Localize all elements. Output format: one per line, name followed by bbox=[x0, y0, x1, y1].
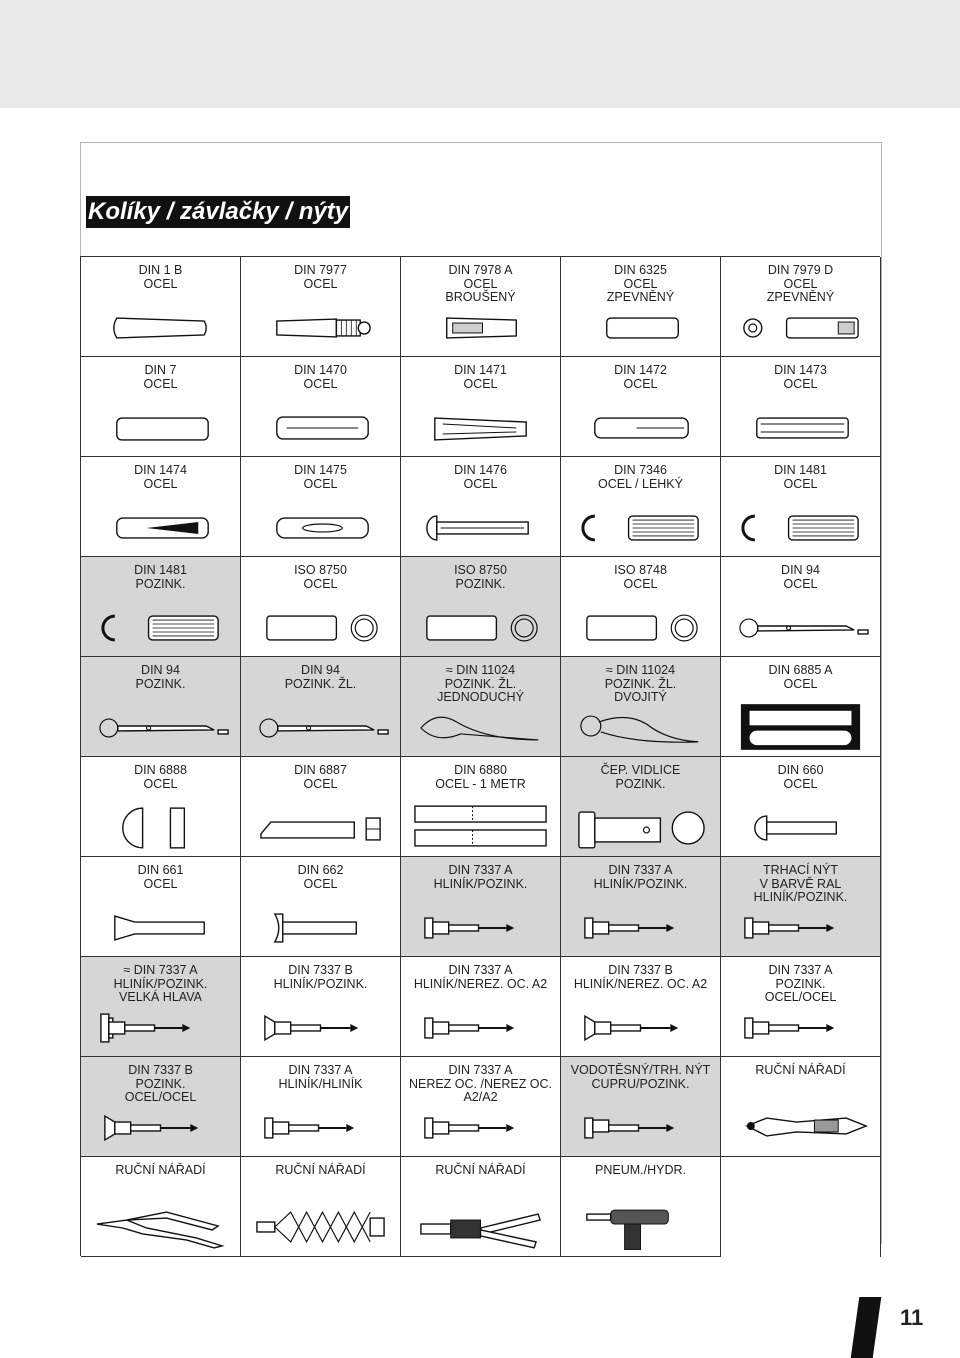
product-label bbox=[725, 364, 876, 391]
cotter-pin-icon bbox=[87, 704, 234, 750]
hand-riveter-pliers-icon bbox=[87, 1204, 234, 1250]
product-cell bbox=[401, 257, 561, 357]
product-label bbox=[725, 664, 876, 691]
product-cell bbox=[561, 857, 721, 957]
product-label bbox=[85, 864, 236, 891]
grooved-stud-icon bbox=[407, 504, 554, 550]
product-label-line: DIN 1474 bbox=[134, 463, 187, 477]
product-cell bbox=[561, 657, 721, 757]
product-label bbox=[85, 564, 236, 591]
product-label-line: CUPRU/POZINK. bbox=[591, 1076, 690, 1091]
product-cell bbox=[241, 1157, 401, 1257]
coiled-pin-icon bbox=[247, 604, 394, 650]
product-label-line: PNEUM./HYDR. bbox=[595, 1163, 686, 1177]
product-label-line: DIN 660 bbox=[777, 763, 824, 777]
product-label-line: DIN 1481 bbox=[774, 463, 827, 477]
product-label-line: DIN 6887 bbox=[294, 763, 347, 777]
product-label-line: HLINÍK/POZINK. bbox=[113, 976, 208, 991]
product-label-line: OCEL bbox=[303, 576, 338, 591]
product-label-line: DIN 6325 bbox=[614, 263, 667, 277]
sealed-blind-rivet-icon bbox=[567, 1104, 714, 1150]
threaded-dowel-pin-icon bbox=[727, 304, 874, 350]
product-cell bbox=[241, 257, 401, 357]
product-label-line: OCEL bbox=[143, 276, 178, 291]
product-label-line: DIN 1481 bbox=[134, 563, 187, 577]
pneumatic-riveter-icon bbox=[567, 1204, 714, 1250]
product-label-line: OCEL bbox=[303, 876, 338, 891]
tapered-pin-icon bbox=[87, 304, 234, 350]
product-cell bbox=[721, 1057, 881, 1157]
product-label-line: JEDNODUCHÝ bbox=[437, 690, 524, 704]
product-label-line: OCEL bbox=[143, 776, 178, 791]
product-label-line: HLINÍK/POZINK. bbox=[753, 890, 848, 904]
product-label-line: POZINK. bbox=[135, 576, 186, 591]
product-cell bbox=[241, 957, 401, 1057]
hand-riveter-icon bbox=[727, 1104, 874, 1150]
product-label bbox=[565, 1164, 716, 1178]
product-label bbox=[565, 464, 716, 491]
product-label bbox=[245, 464, 396, 491]
product-label bbox=[405, 1164, 556, 1178]
product-label-line: OCEL bbox=[783, 476, 818, 491]
product-label-line: OCEL bbox=[303, 476, 338, 491]
gib-head-key-icon bbox=[247, 804, 394, 850]
blind-rivet-icon bbox=[567, 904, 714, 950]
product-cell bbox=[721, 457, 881, 557]
product-label-line: HLINÍK/POZINK. bbox=[433, 876, 528, 891]
product-label-line: POZINK. ŽL. bbox=[284, 676, 357, 691]
product-label-line: DIN 7978 A bbox=[448, 263, 513, 277]
product-label-line: OCEL bbox=[463, 376, 498, 391]
product-label-line: ISO 8750 bbox=[454, 563, 507, 577]
product-cell bbox=[401, 557, 561, 657]
product-label-line: ≈ DIN 7337 A bbox=[123, 963, 198, 977]
product-cell bbox=[721, 357, 881, 457]
product-label bbox=[405, 864, 556, 891]
center-grooved-pin-icon bbox=[247, 504, 394, 550]
product-cell bbox=[721, 857, 881, 957]
product-label-line: OCEL bbox=[143, 476, 178, 491]
product-label bbox=[245, 1164, 396, 1178]
product-label-line: OCEL bbox=[303, 776, 338, 791]
product-label bbox=[245, 664, 396, 691]
coiled-pin-icon bbox=[567, 604, 714, 650]
product-cell bbox=[561, 457, 721, 557]
product-label-line: ISO 8748 bbox=[614, 563, 667, 577]
product-cell bbox=[241, 1057, 401, 1157]
product-label-line: ISO 8750 bbox=[294, 563, 347, 577]
product-label-line: DIN 7337 A bbox=[448, 963, 513, 977]
product-label bbox=[565, 664, 716, 705]
product-label-line: OCEL bbox=[463, 476, 498, 491]
product-label-line: BROUŠENÝ bbox=[445, 290, 516, 304]
product-label-line: POZINK. ŽL. bbox=[444, 676, 517, 691]
product-label bbox=[725, 764, 876, 791]
key-steel-bar-icon bbox=[407, 804, 554, 850]
product-label-line: OCEL bbox=[783, 376, 818, 391]
product-label bbox=[405, 964, 556, 991]
product-label-line: DIN 1473 bbox=[774, 363, 827, 377]
half-grooved-pin-icon bbox=[567, 404, 714, 450]
product-cell bbox=[721, 757, 881, 857]
product-cell bbox=[241, 457, 401, 557]
r-clip-icon bbox=[407, 704, 554, 750]
product-label bbox=[85, 964, 236, 1005]
product-label-line: DIN 6885 A bbox=[768, 663, 833, 677]
blind-rivet-icon bbox=[727, 904, 874, 950]
countersunk-rivet-icon bbox=[87, 904, 234, 950]
product-label-line: DIN 7337 A bbox=[448, 1063, 513, 1077]
product-cell bbox=[721, 557, 881, 657]
product-label bbox=[565, 964, 716, 991]
cotter-pin-icon bbox=[727, 604, 874, 650]
product-label-line: DIN 7337 A bbox=[768, 963, 833, 977]
grooved-pin-icon bbox=[247, 404, 394, 450]
product-label-line: DIN 94 bbox=[301, 663, 340, 677]
product-label-line: NEREZ OC. /NEREZ OC. bbox=[408, 1076, 553, 1091]
product-label-line: ≈ DIN 11024 bbox=[445, 663, 516, 677]
product-label-line: HLINÍK/POZINK. bbox=[593, 876, 688, 891]
countersunk-blind-rivet-icon bbox=[567, 1004, 714, 1050]
woodruff-key-icon bbox=[87, 804, 234, 850]
product-label bbox=[245, 564, 396, 591]
product-cell bbox=[81, 457, 241, 557]
product-label bbox=[245, 864, 396, 891]
product-label bbox=[245, 1064, 396, 1091]
product-label bbox=[405, 664, 556, 705]
countersunk-blind-rivet-icon bbox=[87, 1104, 234, 1150]
product-label-line: OCEL/OCEL bbox=[764, 990, 837, 1004]
product-label-line: OCEL - 1 METR bbox=[435, 776, 526, 791]
product-cell bbox=[721, 257, 881, 357]
product-label-line: POZINK. ŽL. bbox=[604, 676, 677, 691]
product-label bbox=[85, 264, 236, 291]
product-label bbox=[85, 1164, 236, 1178]
product-cell bbox=[401, 1157, 561, 1257]
taper-grooved-pin-icon bbox=[407, 404, 554, 450]
product-label-line: OCEL bbox=[623, 276, 658, 291]
product-label-line: OCEL bbox=[303, 276, 338, 291]
product-label-line: OCEL bbox=[143, 876, 178, 891]
blind-rivet-icon bbox=[247, 1104, 394, 1150]
product-cell bbox=[401, 857, 561, 957]
double-r-clip-icon bbox=[567, 704, 714, 750]
product-label-line: OCEL bbox=[623, 376, 658, 391]
product-label bbox=[85, 664, 236, 691]
page-header-band bbox=[0, 0, 960, 108]
product-label-line: POZINK. bbox=[135, 1076, 186, 1091]
product-cell bbox=[561, 357, 721, 457]
product-label bbox=[405, 464, 556, 491]
product-cell bbox=[401, 457, 561, 557]
threaded-taper-pin-icon bbox=[247, 304, 394, 350]
parallel-grooved-pin-icon bbox=[727, 404, 874, 450]
product-cell bbox=[241, 657, 401, 757]
product-label-line: DIN 662 bbox=[297, 863, 344, 877]
product-label bbox=[85, 364, 236, 391]
page-accent-bar bbox=[851, 1297, 882, 1358]
product-label-line: RUČNÍ NÁŘADÍ bbox=[755, 1063, 846, 1077]
empty-cell bbox=[721, 1157, 881, 1257]
product-label-line: DIN 7337 B bbox=[288, 963, 353, 977]
product-label-line: OCEL bbox=[623, 576, 658, 591]
product-label-line: TRHACÍ NÝT bbox=[763, 863, 838, 877]
product-label-line: DIN 7 bbox=[144, 363, 177, 377]
product-label-line: DIN 7337 B bbox=[128, 1063, 193, 1077]
product-label-line: RUČNÍ NÁŘADÍ bbox=[115, 1163, 206, 1177]
product-label-line: DIN 1 B bbox=[138, 263, 183, 277]
product-label bbox=[405, 264, 556, 305]
product-label bbox=[725, 464, 876, 491]
product-label bbox=[245, 264, 396, 291]
product-label-line: OCEL bbox=[783, 776, 818, 791]
parallel-key-icon bbox=[727, 704, 874, 750]
product-cell bbox=[401, 957, 561, 1057]
product-cell bbox=[401, 657, 561, 757]
product-label-line: DIN 94 bbox=[141, 663, 180, 677]
product-cell bbox=[81, 857, 241, 957]
product-cell bbox=[401, 757, 561, 857]
product-label-line: DIN 7337 A bbox=[608, 863, 673, 877]
product-label-line: ZPEVNĚNÝ bbox=[766, 290, 835, 304]
product-label bbox=[245, 364, 396, 391]
lazy-tongs-riveter-icon bbox=[247, 1204, 394, 1250]
dowel-pin-icon bbox=[567, 304, 714, 350]
product-label-line: HLINÍK/NEREZ. OC. A2 bbox=[573, 976, 708, 991]
product-label bbox=[245, 764, 396, 791]
product-cell bbox=[241, 857, 401, 957]
product-label-line: DIN 1472 bbox=[614, 363, 667, 377]
product-label-line: RUČNÍ NÁŘADÍ bbox=[275, 1163, 366, 1177]
product-cell bbox=[241, 557, 401, 657]
blind-rivet-icon bbox=[407, 904, 554, 950]
product-label-line: DVOJITÝ bbox=[614, 690, 667, 704]
blind-rivet-icon bbox=[407, 1104, 554, 1150]
clevis-pin-icon bbox=[567, 804, 714, 850]
product-label-line: DIN 1471 bbox=[454, 363, 507, 377]
cylindrical-pin-icon bbox=[87, 404, 234, 450]
product-label-line: POZINK. bbox=[775, 976, 826, 991]
product-label-line: OCEL bbox=[783, 576, 818, 591]
product-label-line: HLINÍK/NEREZ. OC. A2 bbox=[413, 976, 548, 991]
product-label bbox=[725, 864, 876, 905]
product-label-line: ≈ DIN 11024 bbox=[605, 663, 676, 677]
product-cell bbox=[81, 1157, 241, 1257]
product-label-line: DIN 7337 A bbox=[448, 863, 513, 877]
product-label-line: POZINK. bbox=[455, 576, 506, 591]
product-label bbox=[405, 1064, 556, 1105]
product-cell bbox=[561, 1157, 721, 1257]
product-label bbox=[85, 464, 236, 491]
product-label bbox=[565, 564, 716, 591]
product-label bbox=[725, 1064, 876, 1078]
product-cell bbox=[561, 257, 721, 357]
product-cell bbox=[81, 357, 241, 457]
coiled-pin-icon bbox=[407, 604, 554, 650]
product-label-line: DIN 1470 bbox=[294, 363, 347, 377]
product-label bbox=[565, 764, 716, 791]
product-label bbox=[405, 364, 556, 391]
product-label-line: OCEL bbox=[783, 676, 818, 691]
product-label bbox=[565, 1064, 716, 1091]
cotter-pin-icon bbox=[247, 704, 394, 750]
product-label-line: OCEL/OCEL bbox=[124, 1090, 197, 1104]
product-label-line: VODOTĚSNÝ/TRH. NÝT bbox=[570, 1063, 711, 1077]
product-cell bbox=[81, 1057, 241, 1157]
product-label-line: A2/A2 bbox=[463, 1090, 498, 1104]
product-cell bbox=[81, 957, 241, 1057]
product-label-line: DIN 1476 bbox=[454, 463, 507, 477]
product-cell bbox=[561, 757, 721, 857]
product-cell bbox=[561, 557, 721, 657]
product-cell bbox=[81, 757, 241, 857]
spring-pin-light-icon bbox=[567, 504, 714, 550]
product-cell bbox=[81, 657, 241, 757]
product-label bbox=[565, 364, 716, 391]
product-label-line: ČEP. VIDLICE bbox=[600, 763, 681, 777]
page-title: Kolíky / závlačky / nýty bbox=[86, 196, 350, 228]
product-label-line: OCEL bbox=[783, 276, 818, 291]
internal-thread-taper-pin-icon bbox=[407, 304, 554, 350]
product-label bbox=[725, 964, 876, 1005]
product-label-line: V BARVĚ RAL bbox=[759, 876, 842, 891]
product-label bbox=[725, 564, 876, 591]
product-cell bbox=[401, 1057, 561, 1157]
product-label-line: DIN 7337 A bbox=[288, 1063, 353, 1077]
product-label-line: VELKÁ HLAVA bbox=[119, 990, 202, 1004]
product-label bbox=[405, 564, 556, 591]
product-label bbox=[245, 964, 396, 991]
large-head-blind-rivet-icon bbox=[87, 1004, 234, 1050]
product-cell bbox=[401, 357, 561, 457]
reverse-taper-grooved-pin-icon bbox=[87, 504, 234, 550]
product-label-line: OCEL / LEHKÝ bbox=[598, 476, 683, 491]
blind-rivet-icon bbox=[727, 1004, 874, 1050]
product-label-line: OCEL bbox=[143, 376, 178, 391]
product-label-line: RUČNÍ NÁŘADÍ bbox=[435, 1163, 526, 1177]
product-label-line: POZINK. bbox=[615, 776, 666, 791]
product-cell bbox=[241, 357, 401, 457]
product-label-line: ZPEVNĚNÝ bbox=[606, 290, 675, 304]
spring-pin-icon bbox=[727, 504, 874, 550]
flat-round-rivet-icon bbox=[247, 904, 394, 950]
product-label-line: POZINK. bbox=[135, 676, 186, 691]
product-cell bbox=[721, 957, 881, 1057]
product-label-line: DIN 6888 bbox=[134, 763, 187, 777]
product-label-line: HLINÍK/HLINÍK bbox=[278, 1076, 363, 1091]
product-label-line: OCEL bbox=[463, 276, 498, 291]
product-label bbox=[725, 264, 876, 305]
product-label-line: DIN 7337 B bbox=[608, 963, 673, 977]
spring-pin-icon bbox=[87, 604, 234, 650]
page-number: 11 bbox=[900, 1305, 924, 1330]
product-label bbox=[405, 764, 556, 791]
product-cell bbox=[561, 1057, 721, 1157]
round-head-rivet-icon bbox=[727, 804, 874, 850]
product-cell bbox=[721, 657, 881, 757]
product-label-line: DIN 94 bbox=[781, 563, 820, 577]
product-label-line: DIN 7979 D bbox=[767, 263, 834, 277]
product-label-line: DIN 6880 bbox=[454, 763, 507, 777]
lever-riveter-icon bbox=[407, 1204, 554, 1250]
product-cell bbox=[561, 957, 721, 1057]
countersunk-blind-rivet-icon bbox=[247, 1004, 394, 1050]
product-grid bbox=[80, 256, 880, 1256]
product-label bbox=[565, 264, 716, 305]
product-label bbox=[85, 1064, 236, 1105]
product-cell bbox=[81, 257, 241, 357]
product-label-line: DIN 661 bbox=[137, 863, 184, 877]
product-cell bbox=[241, 757, 401, 857]
product-label-line: DIN 7977 bbox=[294, 263, 347, 277]
product-cell bbox=[81, 557, 241, 657]
product-label-line: DIN 7346 bbox=[614, 463, 667, 477]
blind-rivet-icon bbox=[407, 1004, 554, 1050]
product-label-line: OCEL bbox=[303, 376, 338, 391]
product-label bbox=[565, 864, 716, 891]
product-label-line: HLINÍK/POZINK. bbox=[273, 976, 368, 991]
product-label bbox=[85, 764, 236, 791]
product-label-line: DIN 1475 bbox=[294, 463, 347, 477]
